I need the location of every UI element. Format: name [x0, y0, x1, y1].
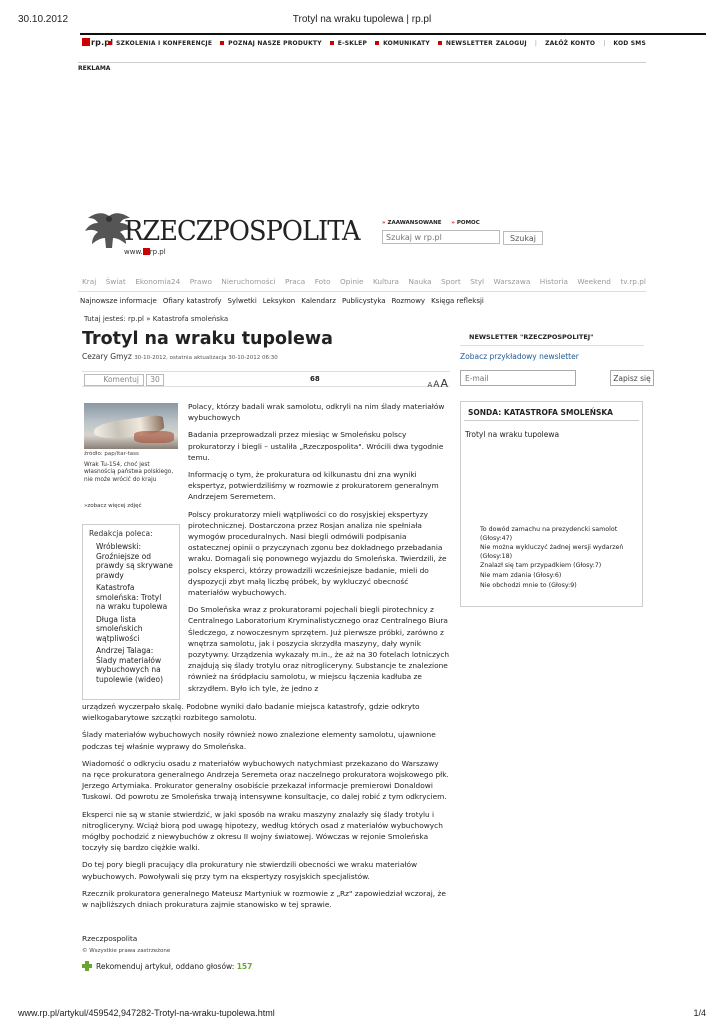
poll-option[interactable]: Znalazł się tam przypadkiem (Głosy:7)	[480, 562, 602, 570]
article-photo[interactable]	[84, 403, 178, 449]
page-number: 1/4	[693, 1008, 706, 1018]
article-paragraph: Ślady materiałów wybuchowych nosiły również nowo znalezione elementy samolotu, ujawnione podczas tej właśnie wyprawy do Smoleńska.	[82, 730, 436, 751]
article-paragraph: Eksperci nie są w stanie stwierdzić, w jaki sposób na wraku maszyny znalazły się ślady trotylu i nitrogliceryny. Wciąż biorą pod uwagę hipotezy, według których osad z materiałów wybuchowych mógłby pochodzić z niewybuchów z okresu II wojny światowej. Wówczas w rejonie Smoleńska toczyły się bardzo ciężkie walki.	[82, 809, 443, 853]
article-lead: Polacy, którzy badali wrak samolotu, odkryli na nim ślady materiałów wybuchowych	[188, 402, 445, 423]
ad-divider	[78, 62, 646, 63]
section-link[interactable]: Styl	[470, 277, 485, 286]
article-paragraph: urządzeń wyczerpało skalę. Podobne wyniki dało badanie miejsca katastrofy, gdzie odkryto wielkogabarytowe szczątki rozbitego samolotu.	[82, 702, 420, 723]
article-paragraph: Do tej pory biegli pracujący dla prokuratury nie stwierdzili obecności we wraku materiałów wybuchowych. Powoływali się przy tym na ekspertyzy rosyjskich specjalistów.	[82, 860, 418, 881]
article-paragraph: Polscy prokuratorzy mieli wątpliwości co do rosyjskiej ekspertyzy pirotechnicznej. Dostarczona przez Rosjan analiza nie spełniała wymogów proceduralnych. Nasi biegli odmówili podpisania ostatecznej opinii o przyczynach zgonu bez dokładnego przebadania wraku. Domagali się ponownego wyjazdu do Smoleńska. Twierdzili, że polscy eksperci, którzy prowadzili wcześniejsze badanie, mieli do dyspozycji zbyt małą liczbę próbek, by wykluczyć obecność materiałów wybuchowych.	[188, 509, 447, 598]
poll-option[interactable]: Nie mam zdania (Głosy:6)	[480, 571, 562, 579]
top-nav-item[interactable]: E-SKLEP	[330, 40, 367, 47]
masthead-url	[124, 248, 166, 256]
font-medium-button[interactable]: A	[433, 380, 440, 390]
search-area	[382, 220, 562, 243]
poll-heading: SONDA: KATASTROFA SMOLEŃSKA	[464, 405, 639, 421]
plus-icon[interactable]	[82, 961, 92, 971]
search-links	[382, 220, 562, 226]
section-link[interactable]: Sport	[441, 277, 461, 286]
print-title: Trotyl na wraku tupolewa | rp.pl	[292, 14, 432, 25]
copyright: © Wszystkie prawa zastrzeżone	[82, 948, 171, 954]
masthead-domain: rp.pl	[149, 248, 166, 256]
editors-pick-link[interactable]: Katastrofa smoleńska: Trotyl na wraku tupolewa	[96, 583, 168, 611]
section-link[interactable]: Weekend	[577, 277, 611, 286]
newsletter-box	[460, 333, 651, 383]
sms-code-link[interactable]: | KOD SMS	[603, 40, 646, 47]
poll-option[interactable]: Nie można wykluczyć żadnej wersji wydarzeń (Głosy:18)	[480, 544, 624, 560]
poll-option[interactable]: To dowód zamachu na prezydencki samolot (Głosy:47)	[480, 526, 618, 542]
section-link[interactable]: Foto	[314, 277, 331, 286]
subsection-link[interactable]: Publicystyka	[341, 297, 386, 305]
masthead-logo[interactable]	[84, 208, 360, 258]
newsletter-sample-link[interactable]: Zobacz przykładowy newsletter	[460, 352, 579, 361]
subsection-link[interactable]: Kalendarz	[301, 297, 336, 305]
subsection-link[interactable]: Rozmowy	[391, 297, 426, 305]
poll-options	[480, 526, 636, 591]
ad-label: REKLAMA	[78, 65, 111, 72]
top-nav-item[interactable]: KOMUNIKATY	[375, 40, 430, 47]
search-button[interactable]: Szukaj	[503, 231, 543, 245]
editors-pick-link[interactable]: Andrzej Talaga: Ślady materiałów wybuchowych na tupolewie (wideo)	[96, 646, 163, 684]
section-link[interactable]: Prawo	[189, 277, 212, 286]
top-nav	[82, 38, 646, 50]
subsection-link[interactable]: Ofiary katastrofy	[162, 297, 222, 305]
article-paragraph: Do Smoleńska wraz z prokuratorami pojechali biegli pirotechnicy z Centralnego Laboratorium Kryminalistycznego oraz Centralnego Biura Śledczego, z nowoczesnym sprzętem. Już pierwsze próbki, zarówno z wnętrza samolotu, jak i poszycia skrzydła maszyny, dały wynik pozytywny. Urządzenia wykazały m.in., że aż na 30 fotelach lotniczych znajdują się ślady trotylu oraz nitrogliceryny. Substancje te znalezione również na śródpłaciu samolotu, w miejscu łączenia kadłuba ze skrzydłem. Było ich tyle, że jedno z	[188, 605, 450, 693]
photo-source: źródło: pap/itar-tass	[84, 451, 139, 457]
login-link[interactable]: ZALOGUJ	[495, 40, 527, 47]
subsection-link[interactable]: Księga refleksji	[431, 297, 484, 305]
editors-pick-link[interactable]: Długa lista smoleńskich wątpliwości	[96, 614, 143, 643]
help-link[interactable]: » POMOC	[451, 220, 479, 226]
register-link[interactable]: | ZAŁÓŻ KONTO	[535, 40, 595, 47]
article-paragraph: Wiadomość o odkryciu osadu z materiałów wybuchowych natychmiast przekazano do Warszawy na ręce prokuratora generalnego Andrzeja Seremeta oraz naczelnego prokuratora wojskowego płk. Jerzego Artymiaka. Prokurator generalny osobiście przekazał informacje premierowi Donaldowi Tuskowi. Od powrotu ze Smoleńska trwają intensywne konsultacje, co dalej robić z tym odkryciem.	[82, 758, 449, 802]
comment-button[interactable]: Komentuj	[84, 374, 144, 386]
section-nav	[82, 277, 646, 286]
masthead-name: RZECZPOSPOLITA	[124, 216, 360, 247]
print-url: www.rp.pl/artykul/459542,947282-Trotyl-na-wraku-tupolewa.html	[18, 1008, 275, 1018]
section-link[interactable]: Nauka	[408, 277, 432, 286]
editors-picks	[82, 524, 180, 700]
subsection-link[interactable]: Najnowsze informacje	[80, 297, 157, 305]
subsection-link[interactable]: Leksykon	[262, 297, 296, 305]
print-header	[18, 14, 706, 32]
search-input[interactable]	[382, 230, 500, 244]
article-signature: Rzeczpospolita	[82, 934, 138, 943]
article-title: Trotyl na wraku tupolewa	[82, 329, 333, 349]
article-paragraph: Badania przeprowadzali przez miesiąc w Smoleńsku polscy prokuratorzy i biegli – ustaliła „Rzeczpospolita". Wrócili dwa tygodnie temu.	[188, 430, 444, 462]
section-link[interactable]: Praca	[285, 277, 306, 286]
header-rule	[80, 33, 706, 35]
masthead-www: www.	[124, 248, 143, 256]
subscribe-button[interactable]: Zapisz się	[610, 370, 654, 386]
print-date: 30.10.2012	[18, 14, 69, 25]
author[interactable]: Cezary Gmyz	[82, 352, 132, 361]
comment-count[interactable]: 30	[146, 374, 164, 386]
photo-caption: Wrak Tu-154, choć jest własnością państwa polskiego, nie może wrócić do kraju	[84, 462, 174, 483]
section-link[interactable]: Kultura	[373, 277, 400, 286]
top-nav-item[interactable]: SZKOLENIA I KONFERENCJE	[108, 40, 212, 47]
recommend-text: Rekomenduj artykuł, oddano głosów:	[96, 962, 235, 971]
article-paragraph: Rzecznik prokuratora generalnego Mateusz Martyniuk w rozmowie z „Rz" zapowiedział wczoraj, że w najbliższych dniach prokuratura zajmie stanowisko w tej sprawie.	[82, 888, 446, 910]
editors-picks-list	[89, 542, 173, 684]
section-link[interactable]: tv.rp.pl	[620, 277, 646, 286]
byline	[82, 352, 278, 361]
subsection-link[interactable]: Sylwetki	[227, 297, 257, 305]
article-toolbar	[82, 371, 450, 390]
newsletter-heading: NEWSLETTER "RZECZPOSPOLITEJ"	[460, 333, 644, 346]
section-link[interactable]: Historia	[539, 277, 568, 286]
poll-option[interactable]: Nie obchodzi mnie to (Głosy:9)	[480, 581, 577, 589]
poll-question[interactable]: Trotyl na wraku tupolewa	[465, 430, 560, 439]
account-links	[496, 40, 646, 47]
font-small-button[interactable]: A	[427, 381, 433, 389]
vote-count: 157	[236, 962, 253, 971]
section-link[interactable]: Kraj	[82, 277, 97, 286]
view-count: 68	[310, 375, 320, 383]
subsection-nav	[80, 297, 484, 305]
more-photos-link[interactable]: »zobacz więcej zdjęć	[84, 503, 142, 509]
article-paragraph: Informację o tym, że prokuratura od kilkunastu dni zna wyniki ekspertyz, potwierdziliśmy w rozmowie z prokuratorem generalnym Andrzejem Seremetem.	[188, 470, 439, 502]
section-link[interactable]: Opinie	[339, 277, 364, 286]
article-body	[188, 401, 450, 694]
breadcrumb[interactable]: Tutaj jesteś: rp.pl » Katastrofa smoleńska	[84, 315, 229, 323]
font-large-button[interactable]: A	[440, 377, 448, 390]
section-link[interactable]: Nieruchomości	[221, 277, 276, 286]
section-link[interactable]: Ekonomia24	[135, 277, 181, 286]
top-nav-list	[108, 40, 501, 47]
section-link[interactable]: Świat	[105, 277, 126, 286]
section-link[interactable]: Warszawa	[493, 277, 531, 286]
email-field[interactable]	[460, 370, 576, 386]
section-divider	[78, 291, 646, 292]
top-nav-item[interactable]: NEWSLETTER	[438, 40, 493, 47]
advanced-search-link[interactable]: » ZAAWANSOWANE	[382, 220, 441, 226]
article-body-continued	[82, 701, 450, 916]
rp-logo-icon	[82, 38, 90, 46]
rp-logo-text: rp.pl	[91, 38, 114, 47]
top-nav-item[interactable]: POZNAJ NASZE PRODUKTY	[220, 40, 322, 47]
recommend-article[interactable]	[82, 961, 252, 971]
poll-box	[460, 401, 643, 607]
font-size-controls	[427, 372, 449, 391]
dateline: 30-10-2012, ostatnia aktualizacja 30-10-2012 06:30	[134, 355, 278, 361]
rp-box-icon	[143, 248, 150, 255]
wreck-shape	[134, 431, 174, 443]
editors-pick-link[interactable]: Wróblewski: Groźniejsze od prawdy są skrywane prawdy	[96, 542, 173, 580]
editors-picks-heading: Redakcja poleca:	[89, 529, 153, 538]
